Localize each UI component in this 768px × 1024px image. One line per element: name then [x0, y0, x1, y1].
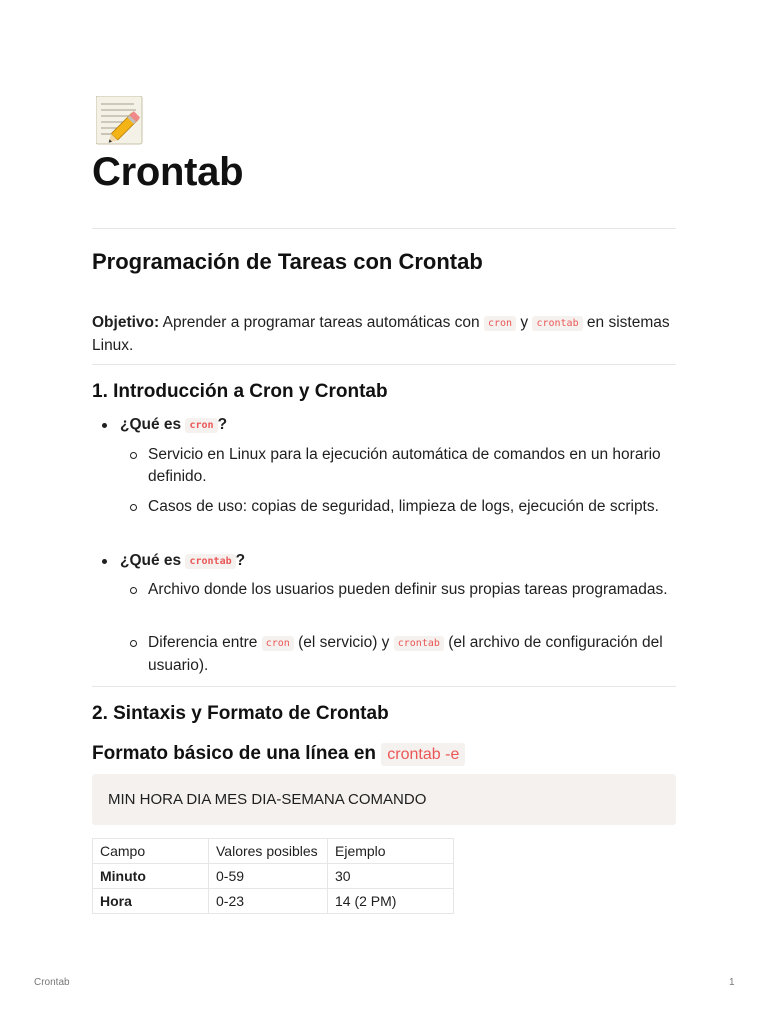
footer-page-number: 1 — [729, 977, 735, 988]
bullet-icon — [130, 640, 137, 647]
divider — [92, 228, 676, 229]
bullet-icon — [102, 559, 107, 564]
page-title: Crontab — [92, 150, 244, 194]
divider — [92, 686, 676, 687]
question-text: ? — [217, 416, 228, 433]
inline-code-crontab: crontab — [185, 554, 235, 569]
list-item — [92, 496, 676, 518]
code-block: MIN HORA DIA MES DIA-SEMANA COMANDO — [92, 774, 676, 825]
section1-list — [92, 550, 676, 573]
table-cell: 14 (2 PM) — [328, 889, 454, 914]
table-header-row — [93, 839, 454, 864]
bullet-icon — [102, 423, 107, 428]
bullet-icon — [130, 504, 137, 511]
table-cell: 0-59 — [209, 864, 328, 889]
list-item-text: Servicio en Linux para la ejecución automática de comandos en un horario definido. — [148, 446, 661, 485]
fields-table — [92, 838, 454, 914]
table-cell: 30 — [328, 864, 454, 889]
question-text: ¿Qué es — [120, 552, 186, 569]
list-item — [92, 444, 676, 488]
list-item — [92, 579, 676, 601]
list-item-text: Archivo donde los usuarios pueden definir sus propias tareas programadas. — [148, 581, 668, 598]
table-header-cell: Valores posibles — [209, 839, 328, 864]
question-text: ? — [235, 552, 246, 569]
sub-list — [92, 444, 676, 488]
section1-heading: 1. Introducción a Cron y Crontab — [92, 381, 388, 402]
subheading-text: Formato básico de una línea en — [92, 743, 382, 764]
table-cell: Hora — [93, 889, 209, 914]
section2-heading: 2. Sintaxis y Formato de Crontab — [92, 703, 389, 724]
table-header-cell: Ejemplo — [328, 839, 454, 864]
bullet-icon — [130, 452, 137, 459]
list-item — [92, 550, 676, 573]
list-item-text: Diferencia entre — [148, 634, 262, 651]
objective-text: y — [516, 314, 533, 331]
inline-code-cron: cron — [484, 316, 516, 331]
objective-label: Objetivo: — [92, 314, 160, 331]
table-cell: Minuto — [93, 864, 209, 889]
inline-code-crontab: crontab — [532, 316, 582, 331]
footer-doc-name: Crontab — [34, 977, 70, 988]
table-cell: 0-23 — [209, 889, 328, 914]
inline-code-crontab: crontab — [394, 636, 444, 651]
sub-list — [92, 632, 676, 677]
list-item-text: Casos de uso: copias de seguridad, limpieza de logs, ejecución de scripts. — [148, 498, 659, 515]
main-heading: Programación de Tareas con Crontab — [92, 249, 483, 274]
table-row — [93, 864, 454, 889]
bullet-icon — [130, 587, 137, 594]
list-item — [92, 414, 676, 437]
list-item — [92, 632, 676, 677]
list-item-text: (el servicio) y — [293, 634, 394, 651]
inline-code-cron: cron — [185, 418, 217, 433]
memo-icon — [96, 96, 146, 146]
question-text: ¿Qué es — [120, 416, 186, 433]
sub-list — [92, 496, 676, 518]
divider — [92, 364, 676, 365]
objective-text: en sistemas Linux. — [92, 314, 670, 354]
objective-paragraph — [92, 312, 676, 357]
inline-code-crontab-e: crontab -e — [381, 743, 465, 766]
list-item-text: (el archivo de configuración del usuario). — [148, 634, 663, 674]
section1-list — [92, 414, 676, 437]
objective-text: Aprender a programar tareas automáticas con — [159, 314, 484, 331]
format-subheading — [92, 743, 465, 765]
table-header-cell: Campo — [93, 839, 209, 864]
table-row — [93, 889, 454, 914]
sub-list — [92, 579, 676, 601]
inline-code-cron: cron — [262, 636, 294, 651]
